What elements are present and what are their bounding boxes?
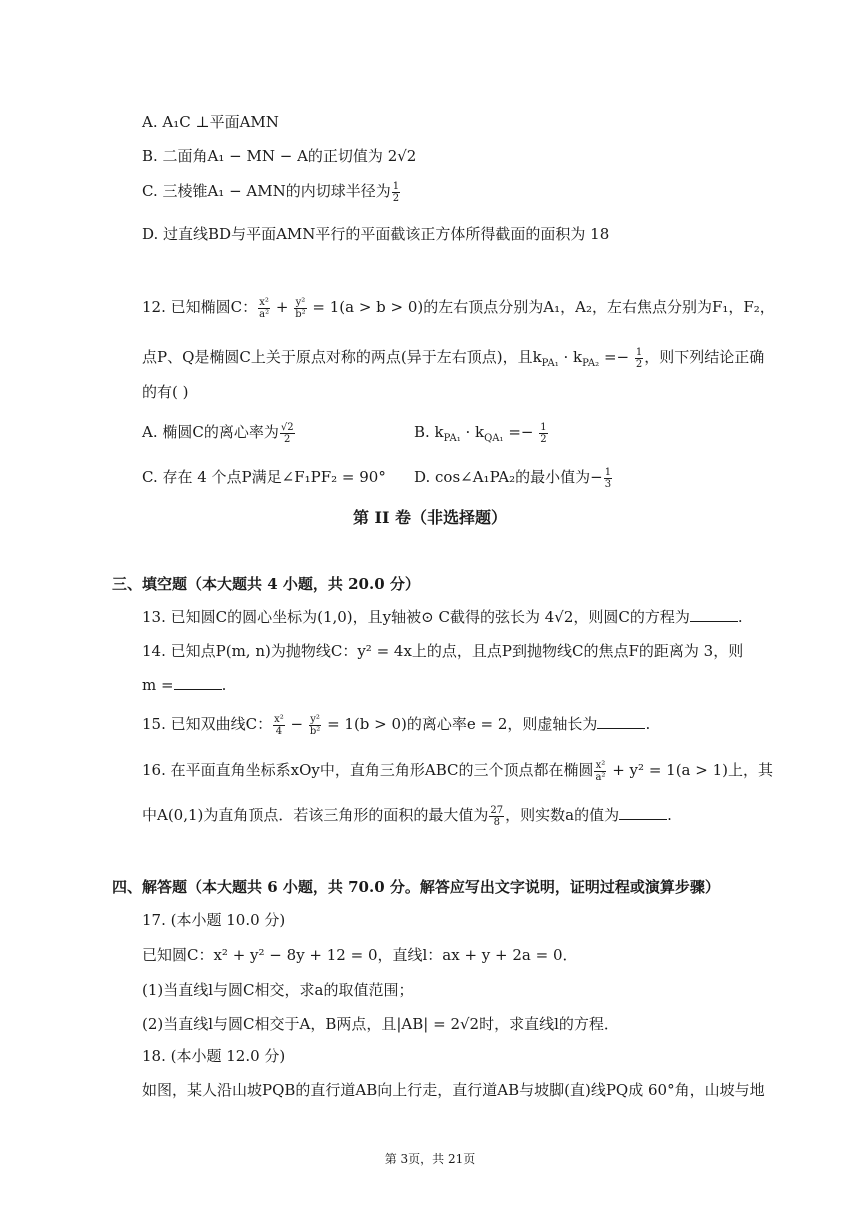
answer-blank — [690, 607, 738, 622]
q11-option-b: B. 二面角A₁ − MN − A的正切值为 2√2 — [142, 147, 417, 165]
q17-line-3: (2)当直线l与圆C相交于A，B两点，且|AB| = 2√2时，求直线l的方程． — [142, 1015, 619, 1033]
q18-heading: 18. (本小题 12.0 分) — [142, 1047, 286, 1065]
q16-line-2: 中A(0,1)为直角顶点．若该三角形的面积的最大值为 $\frac{27}{8}$ ，则实数a的值为 . — [142, 804, 672, 828]
answer-blank — [597, 714, 645, 729]
q12-line-3: 的有( ) — [142, 383, 189, 401]
q13: 13. 已知圆C的圆心坐标为(1,0)，且y轴被⊙ C截得的弦长为 4√2，则圆C的方程为 . — [142, 608, 743, 626]
q11-option-a: A. A₁C ⊥平面AMN — [142, 113, 279, 131]
answer-blank — [619, 805, 667, 820]
q14-line-1: 14. 已知点P(m, n)为抛物线C：y² = 4x上的点，且点P到抛物线C的焦点F的距离为 3，则 — [142, 642, 744, 660]
section-3-heading: 三、填空题（本大题共 4 小题，共 20.0 分） — [112, 575, 420, 593]
q17-line-2: (1)当直线l与圆C相交，求a的取值范围； — [142, 981, 414, 999]
q17-heading: 17. (本小题 10.0 分) — [142, 911, 286, 929]
q18-line-1: 如图，某人沿山坡PQB的直行道AB向上行走，直行道AB与坡脚(直)线PQ成 60°角，山坡与地 — [142, 1081, 765, 1099]
q11-option-d: D. 过直线BD与平面AMN平行的平面截该正方体所得截面的面积为 18 — [142, 225, 610, 243]
section-4-heading: 四、解答题（本大题共 6 小题，共 70.0 分。解答应写出文字说明，证明过程或演算步骤） — [112, 878, 720, 896]
q12-option-d: D. cos∠A₁PA₂的最小值为− $\frac{1}{3}$ — [414, 466, 612, 490]
section-2-title: 第 II 卷（非选择题） — [352, 508, 508, 527]
q16-line-1: 16. 在平面直角坐标系xOy中，直角三角形ABC的三个顶点都在椭圆 $\frac{\text{x²}}{\text{a²}}$ + y² = 1(a > 1)上，其 — [142, 759, 773, 783]
q12-option-a: A. 椭圆C的离心率为 $\frac{√2}{2}$ — [142, 421, 294, 445]
q14-line-2: m = . — [142, 676, 227, 694]
page-footer: 第 3页，共 21页 — [384, 1152, 476, 1166]
fraction: $\frac{1}{2}$ — [392, 180, 400, 204]
q12-option-c: C. 存在 4 个点P满足∠F₁PF₂ = 90° — [142, 468, 386, 486]
q12-line-1: 12. 已知椭圆C： $\frac{\text{x²}}{\text{a²}}$ + $\frac{\text{y²}}{\text{b²}}$ = 1(a > b > 0)的左右顶点分别为A₁，A₂，左右焦点分别为F₁，F₂， — [142, 296, 775, 320]
q15: 15. 已知双曲线C： $\frac{\text{x²}}{4}$ − $\frac{\text{y²}}{\text{b²}}$ = 1(b > 0)的离心率e = 2，则虚轴长为 . — [142, 713, 651, 737]
q17-line-1: 已知圆C：x² + y² − 8y + 12 = 0，直线l：ax + y + 2a = 0． — [142, 946, 578, 964]
q12-option-b: B. $k_{PA_1} \cdot k_{QA_1}$ =− $\frac{1}{2}$ — [414, 421, 547, 445]
answer-blank — [174, 675, 222, 690]
q11-option-c: C. 三棱锥A₁ − AMN的内切球半径为 $\frac{1}{2}$ — [142, 180, 400, 204]
q12-line-2: 点P、Q是椭圆C上关于原点对称的两点(异于左右顶点)，且$k_{PA_1} \cdot k_{PA_2}$ =− $\frac{1}{2}$ ，则下列结论正确 — [142, 346, 765, 370]
